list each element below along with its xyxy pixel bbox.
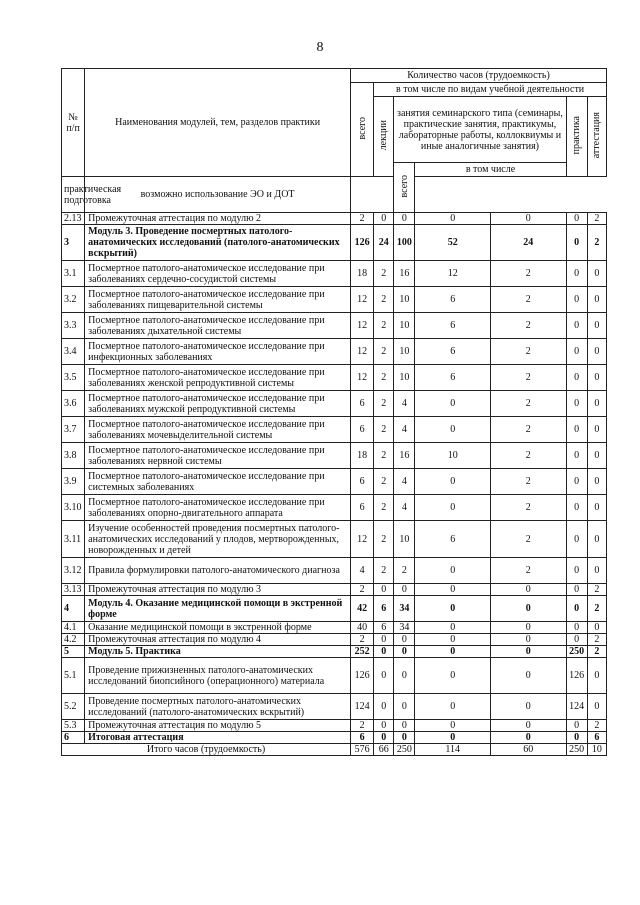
hours-cell: 0 [374,732,394,744]
row-number: 3.11 [62,521,85,558]
row-title: Оказание медицинской помощи в экстренной форме [85,622,351,634]
row-title: Проведение прижизненных патолого-анатомических исследований биопсийного (операционного) материала [85,658,351,694]
hours-cell: 2 [491,339,567,365]
table-row [62,469,607,495]
hours-cell: 0 [491,622,567,634]
hours-cell: 52 [415,225,491,261]
hours-cell: 6 [351,391,374,417]
hours-cell: 2 [394,558,415,584]
total-cell: 60 [491,744,567,756]
hours-cell: 12 [351,365,374,391]
hours-cell: 0 [587,521,606,558]
hours-cell: 6 [351,417,374,443]
row-number: 5 [62,646,85,658]
hours-cell: 0 [415,584,491,596]
page-number: 8 [316,40,324,55]
header-attestation: аттестация [591,111,603,159]
hours-cell: 2 [491,443,567,469]
hours-cell: 2 [374,313,394,339]
hours-cell: 0 [587,694,606,720]
row-number: 3.8 [62,443,85,469]
row-number: 3.12 [62,558,85,584]
row-title: Посмертное патолого-анатомическое исследование при заболеваниях мочевыделительной системы [85,417,351,443]
hours-cell: 252 [351,646,374,658]
hours-cell: 6 [351,732,374,744]
row-title: Промежуточная аттестация по модулю 5 [85,720,351,732]
row-number: 3.3 [62,313,85,339]
hours-cell: 0 [587,365,606,391]
row-title: Итоговая аттестация [85,732,351,744]
table-row [62,694,607,720]
row-number: 5.3 [62,720,85,732]
row-number: 4 [62,596,85,622]
hours-cell: 0 [491,732,567,744]
table-row [62,261,607,287]
hours-cell: 2 [374,261,394,287]
hours-cell: 126 [351,658,374,694]
hours-cell: 0 [394,732,415,744]
hours-cell: 2 [374,417,394,443]
table-row [62,732,607,744]
hours-cell: 12 [351,521,374,558]
hours-cell: 2 [587,213,606,225]
hours-cell: 0 [566,261,587,287]
hours-cell: 0 [566,391,587,417]
hours-cell: 0 [587,417,606,443]
table-row [62,720,607,732]
hours-cell: 4 [351,558,374,584]
hours-cell: 250 [566,646,587,658]
header-possible: возможно использование ЭО и ДОТ [85,177,351,213]
row-number: 4.2 [62,634,85,646]
hours-cell: 4 [394,469,415,495]
hours-cell: 0 [587,658,606,694]
row-number: 3.10 [62,495,85,521]
hours-cell: 6 [415,339,491,365]
hours-cell: 0 [394,720,415,732]
hours-cell: 6 [415,365,491,391]
row-title: Посмертное патолого-анатомическое исследование при заболеваниях нервной системы [85,443,351,469]
hours-cell: 2 [587,584,606,596]
hours-cell: 2 [491,417,567,443]
row-number: 5.2 [62,694,85,720]
table-row [62,558,607,584]
table-body [62,213,607,756]
hours-cell: 0 [415,720,491,732]
hours-cell: 24 [491,225,567,261]
hours-cell: 0 [374,658,394,694]
hours-cell: 10 [394,287,415,313]
hours-cell: 12 [351,287,374,313]
hours-cell: 2 [351,634,374,646]
row-title: Промежуточная аттестация по модулю 3 [85,584,351,596]
table-row [62,495,607,521]
hours-cell: 2 [491,495,567,521]
row-title: Проведение посмертных патолого-анатомических исследований (патолого-анатомических вскрытий) [85,694,351,720]
hours-cell: 0 [566,521,587,558]
row-number: 3.9 [62,469,85,495]
hours-cell: 10 [394,521,415,558]
hours-cell: 2 [491,365,567,391]
row-number: 6 [62,732,85,744]
hours-cell: 0 [394,584,415,596]
row-title: Изучение особенностей проведения посмертных патолого-анатомических исследований у плодов, мертворожденных, новорожденных и детей [85,521,351,558]
table-row [62,584,607,596]
table-row [62,634,607,646]
hours-cell: 0 [566,287,587,313]
table-row [62,658,607,694]
table-row [62,287,607,313]
hours-cell: 2 [491,313,567,339]
hours-cell: 0 [374,213,394,225]
hours-cell: 10 [415,443,491,469]
hours-cell: 0 [566,213,587,225]
hours-cell: 0 [394,646,415,658]
hours-cell: 12 [351,313,374,339]
hours-cell: 0 [587,495,606,521]
table-row [62,443,607,469]
hours-cell: 40 [351,622,374,634]
hours-cell: 2 [374,443,394,469]
hours-cell: 0 [491,646,567,658]
hours-cell: 2 [351,720,374,732]
table-row [62,391,607,417]
hours-cell: 0 [374,634,394,646]
hours-cell: 0 [566,732,587,744]
total-cell: 576 [351,744,374,756]
hours-cell: 0 [587,339,606,365]
hours-cell: 2 [491,287,567,313]
hours-cell: 0 [587,622,606,634]
total-cell: 114 [415,744,491,756]
row-title: Посмертное патолого-анатомическое исследование при заболеваниях опорно-двигательного аппарата [85,495,351,521]
hours-cell: 0 [566,417,587,443]
hours-cell: 0 [566,365,587,391]
hours-cell: 24 [374,225,394,261]
header-practical: практическая подготовка [62,177,85,213]
hours-cell: 126 [351,225,374,261]
total-label: Итого часов (трудоемкость) [62,744,351,756]
hours-cell: 0 [566,225,587,261]
hours-cell: 126 [566,658,587,694]
hours-cell: 2 [587,225,606,261]
hours-cell: 2 [374,391,394,417]
row-number: 4.1 [62,622,85,634]
hours-cell: 0 [587,391,606,417]
hours-cell: 0 [587,469,606,495]
row-title: Посмертное патолого-анатомическое исследование при инфекционных заболеваниях [85,339,351,365]
row-number: 3.5 [62,365,85,391]
hours-cell: 2 [491,521,567,558]
hours-cell: 18 [351,261,374,287]
hours-cell: 0 [394,694,415,720]
hours-cell: 0 [415,596,491,622]
hours-cell: 12 [415,261,491,287]
hours-cell: 0 [566,584,587,596]
hours-cell: 2 [491,469,567,495]
hours-cell: 0 [491,213,567,225]
hours-cell: 0 [587,261,606,287]
table-row [62,313,607,339]
hours-cell: 2 [587,596,606,622]
row-number: 3 [62,225,85,261]
table-row [62,596,607,622]
header-practice: практика [571,115,583,155]
total-row [62,744,607,756]
hours-cell: 10 [394,313,415,339]
hours-cell: 6 [351,495,374,521]
header-sem-total: всего [398,174,410,198]
hours-cell: 0 [566,634,587,646]
hours-cell: 6 [415,521,491,558]
table-row [62,365,607,391]
hours-cell: 0 [415,417,491,443]
hours-cell: 0 [374,646,394,658]
hours-cell: 6 [415,313,491,339]
hours-cell: 0 [566,469,587,495]
hours-cell: 0 [491,596,567,622]
hours-cell: 34 [394,596,415,622]
row-title: Правила формулировки патолого-анатомического диагноза [85,558,351,584]
hours-cell: 2 [374,339,394,365]
hours-cell: 2 [491,261,567,287]
row-number: 3.4 [62,339,85,365]
row-number: 3.6 [62,391,85,417]
hours-cell: 6 [374,596,394,622]
hours-cell: 0 [415,634,491,646]
hours-cell: 0 [415,213,491,225]
hours-cell: 2 [374,558,394,584]
hours-cell: 0 [394,634,415,646]
header-name: Наименования модулей, тем, разделов практики [85,69,351,177]
row-title: Посмертное патолого-анатомическое исследование при заболеваниях мужской репродуктивной системы [85,391,351,417]
row-number: 3.13 [62,584,85,596]
hours-cell: 0 [566,596,587,622]
table-header [62,69,607,213]
row-number: 5.1 [62,658,85,694]
hours-cell: 124 [566,694,587,720]
hours-cell: 2 [351,213,374,225]
row-title: Посмертное патолого-анатомическое исследование при заболеваниях дыхательной системы [85,313,351,339]
row-title: Модуль 5. Практика [85,646,351,658]
hours-cell: 4 [394,417,415,443]
hours-cell: 10 [394,365,415,391]
hours-cell: 2 [374,521,394,558]
hours-cell: 0 [566,720,587,732]
row-title: Промежуточная аттестация по модулю 2 [85,213,351,225]
hours-cell: 2 [374,495,394,521]
hours-cell: 0 [415,558,491,584]
hours-cell: 0 [587,287,606,313]
hours-cell: 2 [351,584,374,596]
row-title: Посмертное патолого-анатомическое исследование при заболеваниях пищеварительной системы [85,287,351,313]
hours-cell: 0 [415,732,491,744]
header-incl-types: в том числе по видам учебной деятельности [374,83,607,97]
table-row [62,622,607,634]
table-row [62,521,607,558]
hours-cell: 0 [491,658,567,694]
hours-cell: 0 [491,584,567,596]
hours-cell: 2 [491,558,567,584]
hours-cell: 18 [351,443,374,469]
hours-cell: 0 [566,558,587,584]
hours-cell: 0 [374,584,394,596]
header-seminar: занятия семинарского типа (семинары, практические занятия, практикумы, лабораторные работы, коллоквиумы и иные аналогичные занятия) [394,97,566,163]
row-title: Посмертное патолого-анатомическое исследование при заболеваниях сердечно-сосудистой системы [85,261,351,287]
hours-cell: 0 [394,658,415,694]
total-cell: 66 [374,744,394,756]
hours-cell: 2 [587,646,606,658]
hours-cell: 2 [587,634,606,646]
hours-cell: 4 [394,495,415,521]
hours-cell: 0 [566,443,587,469]
hours-cell: 0 [566,339,587,365]
hours-cell: 16 [394,261,415,287]
hours-cell: 0 [415,469,491,495]
hours-cell: 0 [415,391,491,417]
hours-cell: 0 [415,658,491,694]
hours-cell: 16 [394,443,415,469]
header-incl: в том числе [415,163,566,177]
hours-cell: 4 [394,391,415,417]
hours-cell: 0 [415,694,491,720]
total-cell: 250 [394,744,415,756]
hours-cell: 2 [374,365,394,391]
hours-cell: 0 [415,495,491,521]
hours-cell: 6 [351,469,374,495]
hours-cell: 0 [374,694,394,720]
hours-cell: 0 [415,622,491,634]
hours-cell: 10 [394,339,415,365]
table-row [62,213,607,225]
hours-cell: 0 [374,720,394,732]
header-num: № п/п [62,69,85,177]
hours-cell: 2 [374,287,394,313]
hours-cell: 0 [587,443,606,469]
row-number: 3.7 [62,417,85,443]
row-title: Модуль 4. Оказание медицинской помощи в экстренной форме [85,596,351,622]
hours-cell: 2 [587,720,606,732]
row-title: Посмертное патолого-анатомическое исследование при заболеваниях женской репродуктивной системы [85,365,351,391]
row-number: 3.1 [62,261,85,287]
table-row [62,339,607,365]
hours-cell: 0 [491,720,567,732]
hours-cell: 34 [394,622,415,634]
hours-cell: 0 [394,213,415,225]
hours-cell: 2 [374,469,394,495]
row-number: 3.2 [62,287,85,313]
hours-cell: 0 [587,313,606,339]
curriculum-table [61,68,607,756]
hours-cell: 0 [491,694,567,720]
hours-cell: 0 [566,313,587,339]
row-title: Модуль 3. Проведение посмертных патолого-анатомических исследований (патолого-анатомических вскрытий) [85,225,351,261]
table-row [62,417,607,443]
hours-cell: 0 [587,558,606,584]
header-lectures: лекции [378,119,390,151]
row-number: 2.13 [62,213,85,225]
hours-cell: 6 [415,287,491,313]
hours-cell: 0 [566,622,587,634]
total-cell: 10 [587,744,606,756]
header-qty: Количество часов (трудоемкость) [351,69,607,83]
hours-cell: 100 [394,225,415,261]
hours-cell: 0 [415,646,491,658]
header-total: всего [356,116,368,140]
total-cell: 250 [566,744,587,756]
hours-cell: 6 [374,622,394,634]
table-row [62,646,607,658]
hours-cell: 0 [566,495,587,521]
hours-cell: 124 [351,694,374,720]
hours-cell: 12 [351,339,374,365]
row-title: Посмертное патолого-анатомическое исследование при системных заболеваниях [85,469,351,495]
hours-cell: 42 [351,596,374,622]
row-title: Промежуточная аттестация по модулю 4 [85,634,351,646]
table-row [62,225,607,261]
hours-cell: 0 [491,634,567,646]
hours-cell: 6 [587,732,606,744]
hours-cell: 2 [491,391,567,417]
